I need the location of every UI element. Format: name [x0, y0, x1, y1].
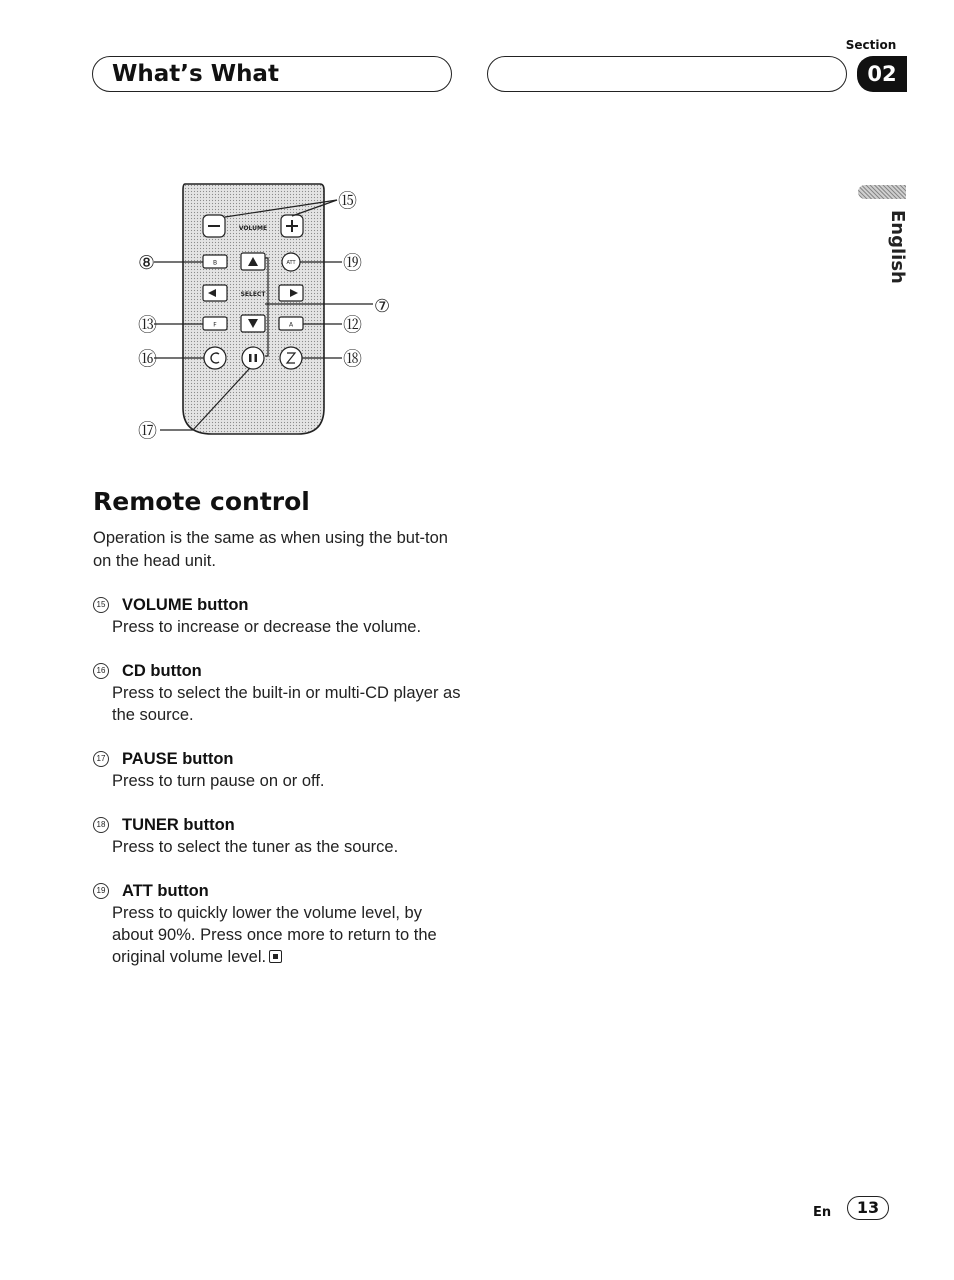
item-number: 15 — [93, 597, 109, 613]
select-label: SELECT — [240, 291, 266, 298]
item-title: TUNER button — [122, 815, 235, 834]
callout-12: ⑫ — [343, 314, 363, 336]
intro-paragraph: Operation is the same as when using the but-ton on the head unit. — [93, 529, 448, 570]
header-blank-frame — [487, 56, 847, 92]
callout-13: ⑬ — [138, 314, 158, 336]
item-title: VOLUME button — [122, 595, 249, 614]
item-number: 18 — [93, 817, 109, 833]
volume-label: VOLUME — [238, 225, 268, 232]
section-number-badge: 02 — [857, 56, 907, 92]
att-label: ATT — [286, 260, 296, 266]
section-label: Section — [845, 38, 897, 52]
item-description: Press to select the tuner as the source. — [112, 838, 399, 856]
item-att-button — [93, 880, 463, 968]
callout-16: ⑯ — [138, 348, 158, 370]
end-mark-icon — [269, 950, 282, 963]
b-label: B — [212, 259, 218, 267]
page-title: What’s What — [112, 61, 279, 87]
item-tuner-button — [93, 814, 463, 858]
item-description: Press to turn pause on or off. — [112, 772, 325, 790]
item-description: Press to increase or decrease the volume. — [112, 618, 422, 636]
item-cd-button — [93, 660, 463, 726]
section-heading: Remote control — [93, 487, 310, 516]
language-tab-marker — [858, 185, 906, 199]
item-number: 19 — [93, 883, 109, 899]
item-number: 17 — [93, 751, 109, 767]
item-title: ATT button — [122, 881, 209, 900]
item-volume-button — [93, 594, 463, 638]
remote-control-diagram — [130, 178, 391, 453]
item-title: PAUSE button — [122, 749, 234, 768]
callout-19: ⑲ — [343, 252, 363, 274]
item-description-text: Press to quickly lower the volume level, by about 90%. Press once more to return to the original volume level. — [112, 904, 437, 966]
language-tab-label: English — [887, 210, 908, 284]
item-title: CD button — [122, 661, 202, 680]
callout-17: ⑰ — [138, 420, 158, 442]
pause-button — [242, 347, 264, 369]
item-pause-button — [93, 748, 463, 792]
f-label: F — [213, 321, 217, 329]
cd-button — [204, 347, 226, 369]
callout-18: ⑱ — [343, 348, 363, 370]
item-description: Press to select the built-in or multi-CD player as the source. — [112, 684, 461, 724]
a-label: A — [288, 321, 294, 329]
page-number: 13 — [847, 1196, 889, 1220]
callout-15: ⑮ — [338, 190, 358, 212]
callout-8: ⑧ — [138, 252, 156, 274]
item-number: 16 — [93, 663, 109, 679]
item-description — [112, 902, 463, 968]
callout-7: ⑦ — [374, 296, 391, 317]
footer-language: En — [813, 1205, 832, 1220]
